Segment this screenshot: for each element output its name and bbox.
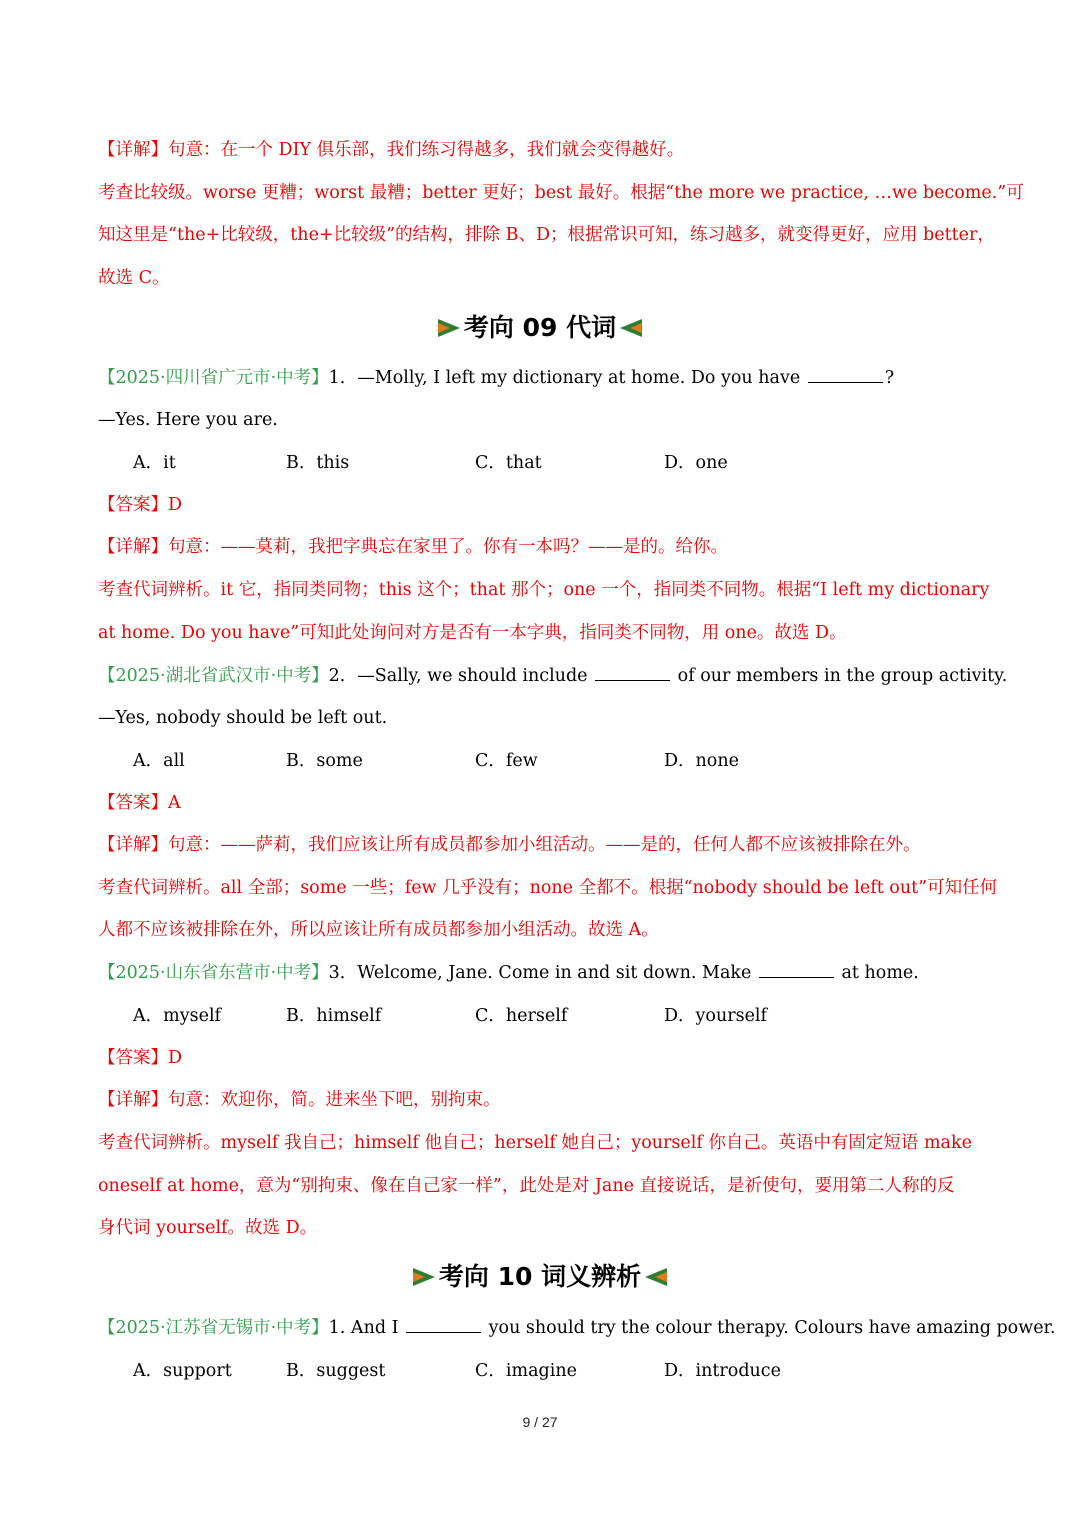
option-b: B．himself [286,1006,382,1026]
option-a: A．it [133,453,176,473]
question-stem-end: ? [884,368,895,388]
section-title: 考向 09 代词 [463,313,617,342]
option-d: D．none [664,751,739,771]
option-b: B．suggest [286,1361,386,1381]
prev-explain-line-2: 考查比较级。worse 更糟；worst 最糟；better 更好；best 最好。根据“the more we practice, …we become.”可 [98,183,1024,203]
question-stem-end: you should try the colour therapy. Colours have amazing power. [483,1318,1056,1338]
answer-blank [406,1316,481,1333]
prev-explain-line-4: 故选 C。 [98,268,170,288]
prev-explain-line-3: 知这里是“the+比较级，the+比较级”的结构，排除 B、D；根据常识可知，练习越多，就变得更好，应用 better， [98,225,995,245]
left-arrow-icon [620,319,642,337]
question-stem: 1. And I [328,1318,405,1338]
question-stem-end: of our members in the group activity. [672,666,1008,686]
question-stem: 1．—Molly, I left my dictionary at home. Do you have [328,368,806,388]
prev-explain-line-1: 【详解】句意：在一个 DIY 俱乐部，我们练习得越多，我们就会变得越好。 [98,140,685,160]
question-3-analysis-1: 考查代词辨析。myself 我自己；himself 他自己；herself 她自己；yourself 你自己。英语中有固定短语 make [98,1133,972,1153]
question-2-answer: 【答案】A [98,793,181,813]
question-stem-end: at home. [835,963,919,983]
option-c: C．that [475,453,542,473]
question-3-analysis-3: 身代词 yourself。故选 D。 [98,1218,318,1238]
question-3-analysis-2: oneself at home，意为“别拘束、像在自己家一样”，此处是对 Jane 直接说话，是祈使句，要用第二人称的反 [98,1176,955,1196]
left-arrow-icon [645,1268,667,1286]
question-source: 【2025·山东省东营市·中考】 [98,963,329,983]
question-stem: 3．Welcome, Jane. Come in and sit down. Make [328,963,757,983]
question-1-detail: 【详解】句意：——莫莉，我把字典忘在家里了。你有一本吗？——是的。给你。 [98,537,728,557]
option-b: B．some [286,751,363,771]
question-4 [98,1316,1056,1340]
question-source: 【2025·江苏省无锡市·中考】 [98,1318,329,1338]
answer-blank [595,664,670,681]
question-1 [98,366,894,390]
question-2 [98,664,1007,688]
page-number: 9 / 27 [522,1414,558,1430]
section-heading-09 [0,310,1080,345]
question-3-answer: 【答案】D [98,1048,183,1068]
option-d: D．yourself [664,1006,768,1026]
right-arrow-icon [413,1268,435,1286]
question-1-reply: —Yes. Here you are. [98,410,278,430]
answer-blank [808,366,883,383]
option-a: A．myself [133,1006,222,1026]
option-a: A．all [133,751,185,771]
question-stem: 2．—Sally, we should include [328,666,594,686]
question-1-answer: 【答案】D [98,495,183,515]
question-source: 【2025·湖北省武汉市·中考】 [98,666,329,686]
question-3-detail: 【详解】句意：欢迎你，简。进来坐下吧，别拘束。 [98,1090,501,1110]
question-2-analysis-1: 考查代词辨析。all 全部；some 一些；few 几乎没有；none 全都不。根据“nobody should be left out”可知任何 [98,878,998,898]
option-d: D．introduce [664,1361,781,1381]
question-1-analysis-1: 考查代词辨析。it 它，指同类同物；this 这个；that 那个；one 一个，指同类不同物。根据“I left my dictionary [98,580,990,600]
option-d: D．one [664,453,728,473]
option-c: C．few [475,751,538,771]
option-c: C．herself [475,1006,568,1026]
question-3 [98,961,919,985]
right-arrow-icon [438,319,460,337]
question-2-detail: 【详解】句意：——萨莉，我们应该让所有成员都参加小组活动。——是的，任何人都不应该被排除在外。 [98,835,921,855]
section-heading-10 [0,1259,1080,1294]
question-2-analysis-2: 人都不应该被排除在外，所以应该让所有成员都参加小组活动。故选 A。 [98,920,659,940]
option-b: B．this [286,453,350,473]
question-source: 【2025·四川省广元市·中考】 [98,368,329,388]
section-title: 考向 10 词义辨析 [438,1262,642,1291]
question-2-reply: —Yes, nobody should be left out. [98,708,388,728]
option-c: C．imagine [475,1361,577,1381]
option-a: A．support [133,1361,232,1381]
answer-blank [759,961,834,978]
question-1-analysis-2: at home. Do you have”可知此处询问对方是否有一本字典，指同类不同物，用 one。故选 D。 [98,623,847,643]
